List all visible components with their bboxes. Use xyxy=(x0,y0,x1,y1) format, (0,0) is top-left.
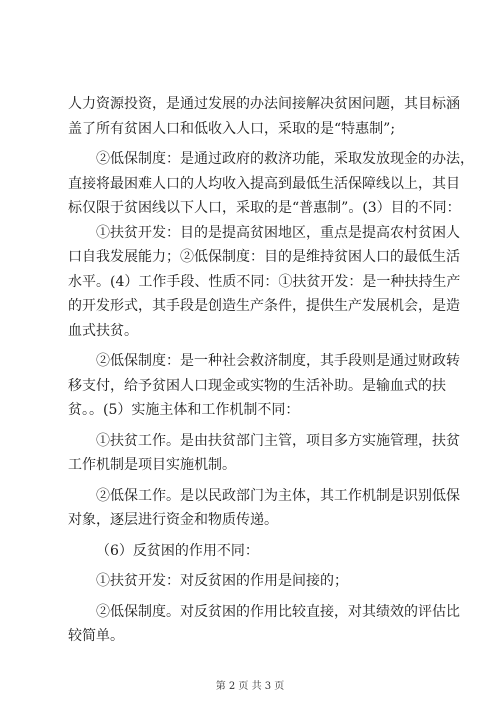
text-line: ①扶贫开发：目的是提高贫困地区，重点是提高农村贫困人 xyxy=(96,224,460,241)
text-line: ①扶贫开发：对反贫困的作用是间接的； xyxy=(96,573,348,589)
text-line: 标仅限于贫困线以下人口，采取的是“普惠制”。(3）目的不同： xyxy=(68,200,461,216)
text-line: 直接将最困难人口的人均收入提高到最低生活保障线以上，其目 xyxy=(68,175,460,192)
text-line: 血式扶贫。 xyxy=(68,322,138,339)
text-line: 的开发形式，其手段是创造生产条件，提供生产发展机会，是造 xyxy=(68,298,460,314)
page-number-footer: 第 2 页 共 3 页 xyxy=(215,681,285,692)
text-line: 贫。。(5）实施主体和工作机制不同： xyxy=(68,402,300,418)
text-line: 水平。(4）工作手段、性质不同：①扶贫开发：是一种扶持生产 xyxy=(68,273,461,290)
paragraph-8 xyxy=(68,600,460,649)
text-line: 较简单。 xyxy=(68,628,124,644)
text-line: 工作机制是项目实施机制。 xyxy=(68,457,236,473)
text-line: ②低保制度：是通过政府的救济功能，采取发放现金的办法， xyxy=(96,151,474,167)
text-line: 口自我发展能力；②低保制度：目的是维持贫困人口的最低生活 xyxy=(68,249,460,265)
document-body xyxy=(68,92,474,655)
text-line: （6）反贫困的作用不同： xyxy=(96,542,259,559)
text-line: 对象，逐层进行资金和物质传递。 xyxy=(68,512,278,528)
text-line: ②低保制度。对反贫困的作用比较直接，对其绩效的评估比 xyxy=(96,603,460,620)
text-line: ②低保工作。是以民政部门为主体，其工作机制是识别低保 xyxy=(96,487,460,504)
text-line: ①扶贫工作。是由扶贫部门主管，项目多方实施管理，扶贫 xyxy=(96,432,460,449)
text-line: 盖了所有贫困人口和低收入人口，采取的是“特惠制”; xyxy=(68,120,396,137)
paragraph-5 xyxy=(68,484,460,533)
text-line: 人力资源投资，是通过发展的办法间接解决贫困问题，其目标涵 xyxy=(68,96,460,112)
paragraph-6 xyxy=(68,539,432,564)
paragraph-4 xyxy=(68,429,460,478)
paragraph-2 xyxy=(68,147,474,343)
text-line: 移支付，给予贫困人口现金或实物的生活补助。是输血式的扶 xyxy=(68,377,446,394)
text-line: ②低保制度：是一种社会救济制度，其手段则是通过财政转 xyxy=(96,353,460,369)
paragraph-7 xyxy=(68,569,432,594)
paragraph-3 xyxy=(68,349,460,423)
paragraph-1 xyxy=(68,92,460,141)
